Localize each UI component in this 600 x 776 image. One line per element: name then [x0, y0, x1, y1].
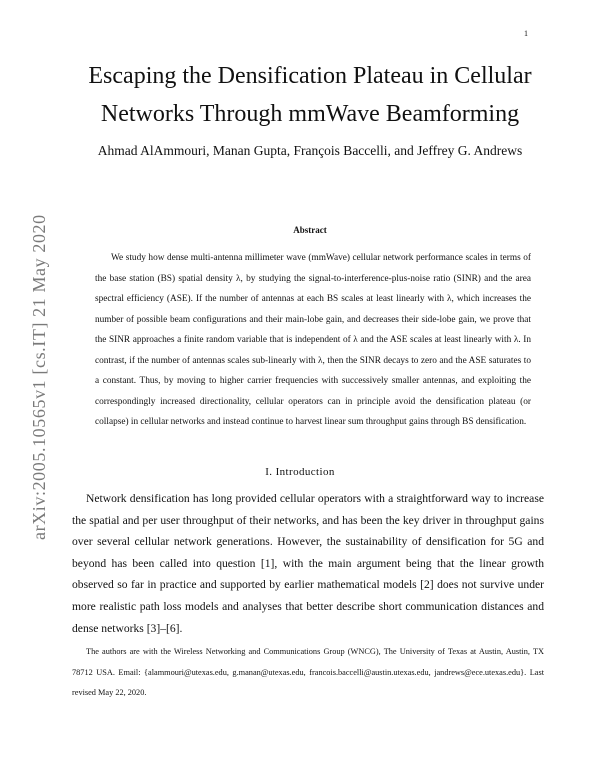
abstract-text: [95, 248, 531, 433]
introduction-heading: I. Introduction: [265, 466, 335, 478]
title-line-2: Networks Through mmWave Beamforming: [100, 101, 520, 127]
author-list: Ahmad AlAmmouri, Manan Gupta, François Baccelli, and Jeffrey G. Andrews: [97, 143, 523, 158]
arxiv-identifier-stamp: arXiv:2005.10565v1 [cs.IT] 21 May 2020: [29, 214, 49, 540]
introduction-paragraph: Network densification has long provided cellular operators with a straightforward way to increase the spatial and per user throughput of their networks, and has been the key driver in throughput gains over several cellular network generations. However, the sustainability of densification for 5G and beyond has been called into question [1], with the main argument being that the linear growth observed so far in practice and supported by earlier mathematical models [2] does not survive under more realistic path loss models and analyses that better describe short communication distances and dense networks [3]–[6].: [72, 492, 544, 635]
title-line-1: Escaping the Densification Plateau in Cellular: [88, 63, 532, 89]
introduction-text: [72, 488, 544, 639]
paper-title: [40, 57, 580, 133]
page-number: 1: [524, 29, 528, 38]
abstract-heading: Abstract: [293, 225, 327, 235]
footnote-text: The authors are with the Wireless Networking and Communications Group (WNCG), The University of Texas at Austin, Austin, TX 78712 USA. Email: {alammouri@utexas.edu, g.manan@utexas.edu, francois.baccelli@austin.utexas.edu, jandrews@ece.utexas.edu}. Last revised May 22, 2020.: [72, 647, 544, 697]
abstract-paragraph: We study how dense multi-antenna millimeter wave (mmWave) cellular network performance scales in terms of the base station (BS) spatial density λ, by studying the signal-to-interference-plus-noise ratio (SINR) and the area spectral efficiency (ASE). If the number of antennas at each BS scales at least linearly with λ, which increases the number of possible beam configurations and their main-lobe gain, and decreases their side-lobe gain, we prove that the SINR approaches a finite random variable that is independent of λ and the ASE scales at least linearly with λ. In contrast, if the number of antennas scales sub-linearly with λ, then the SINR decays to zero and the ASE saturates to a constant. Thus, by moving to higher carrier frequencies with successively smaller antennas, and exploiting the correspondingly increased directionality, cellular operators can in principle avoid the densification plateau (or collapse) in cellular networks and instead continue to harvest linear sum throughput gains through BS densification.: [95, 253, 531, 427]
author-footnote: [72, 642, 544, 704]
